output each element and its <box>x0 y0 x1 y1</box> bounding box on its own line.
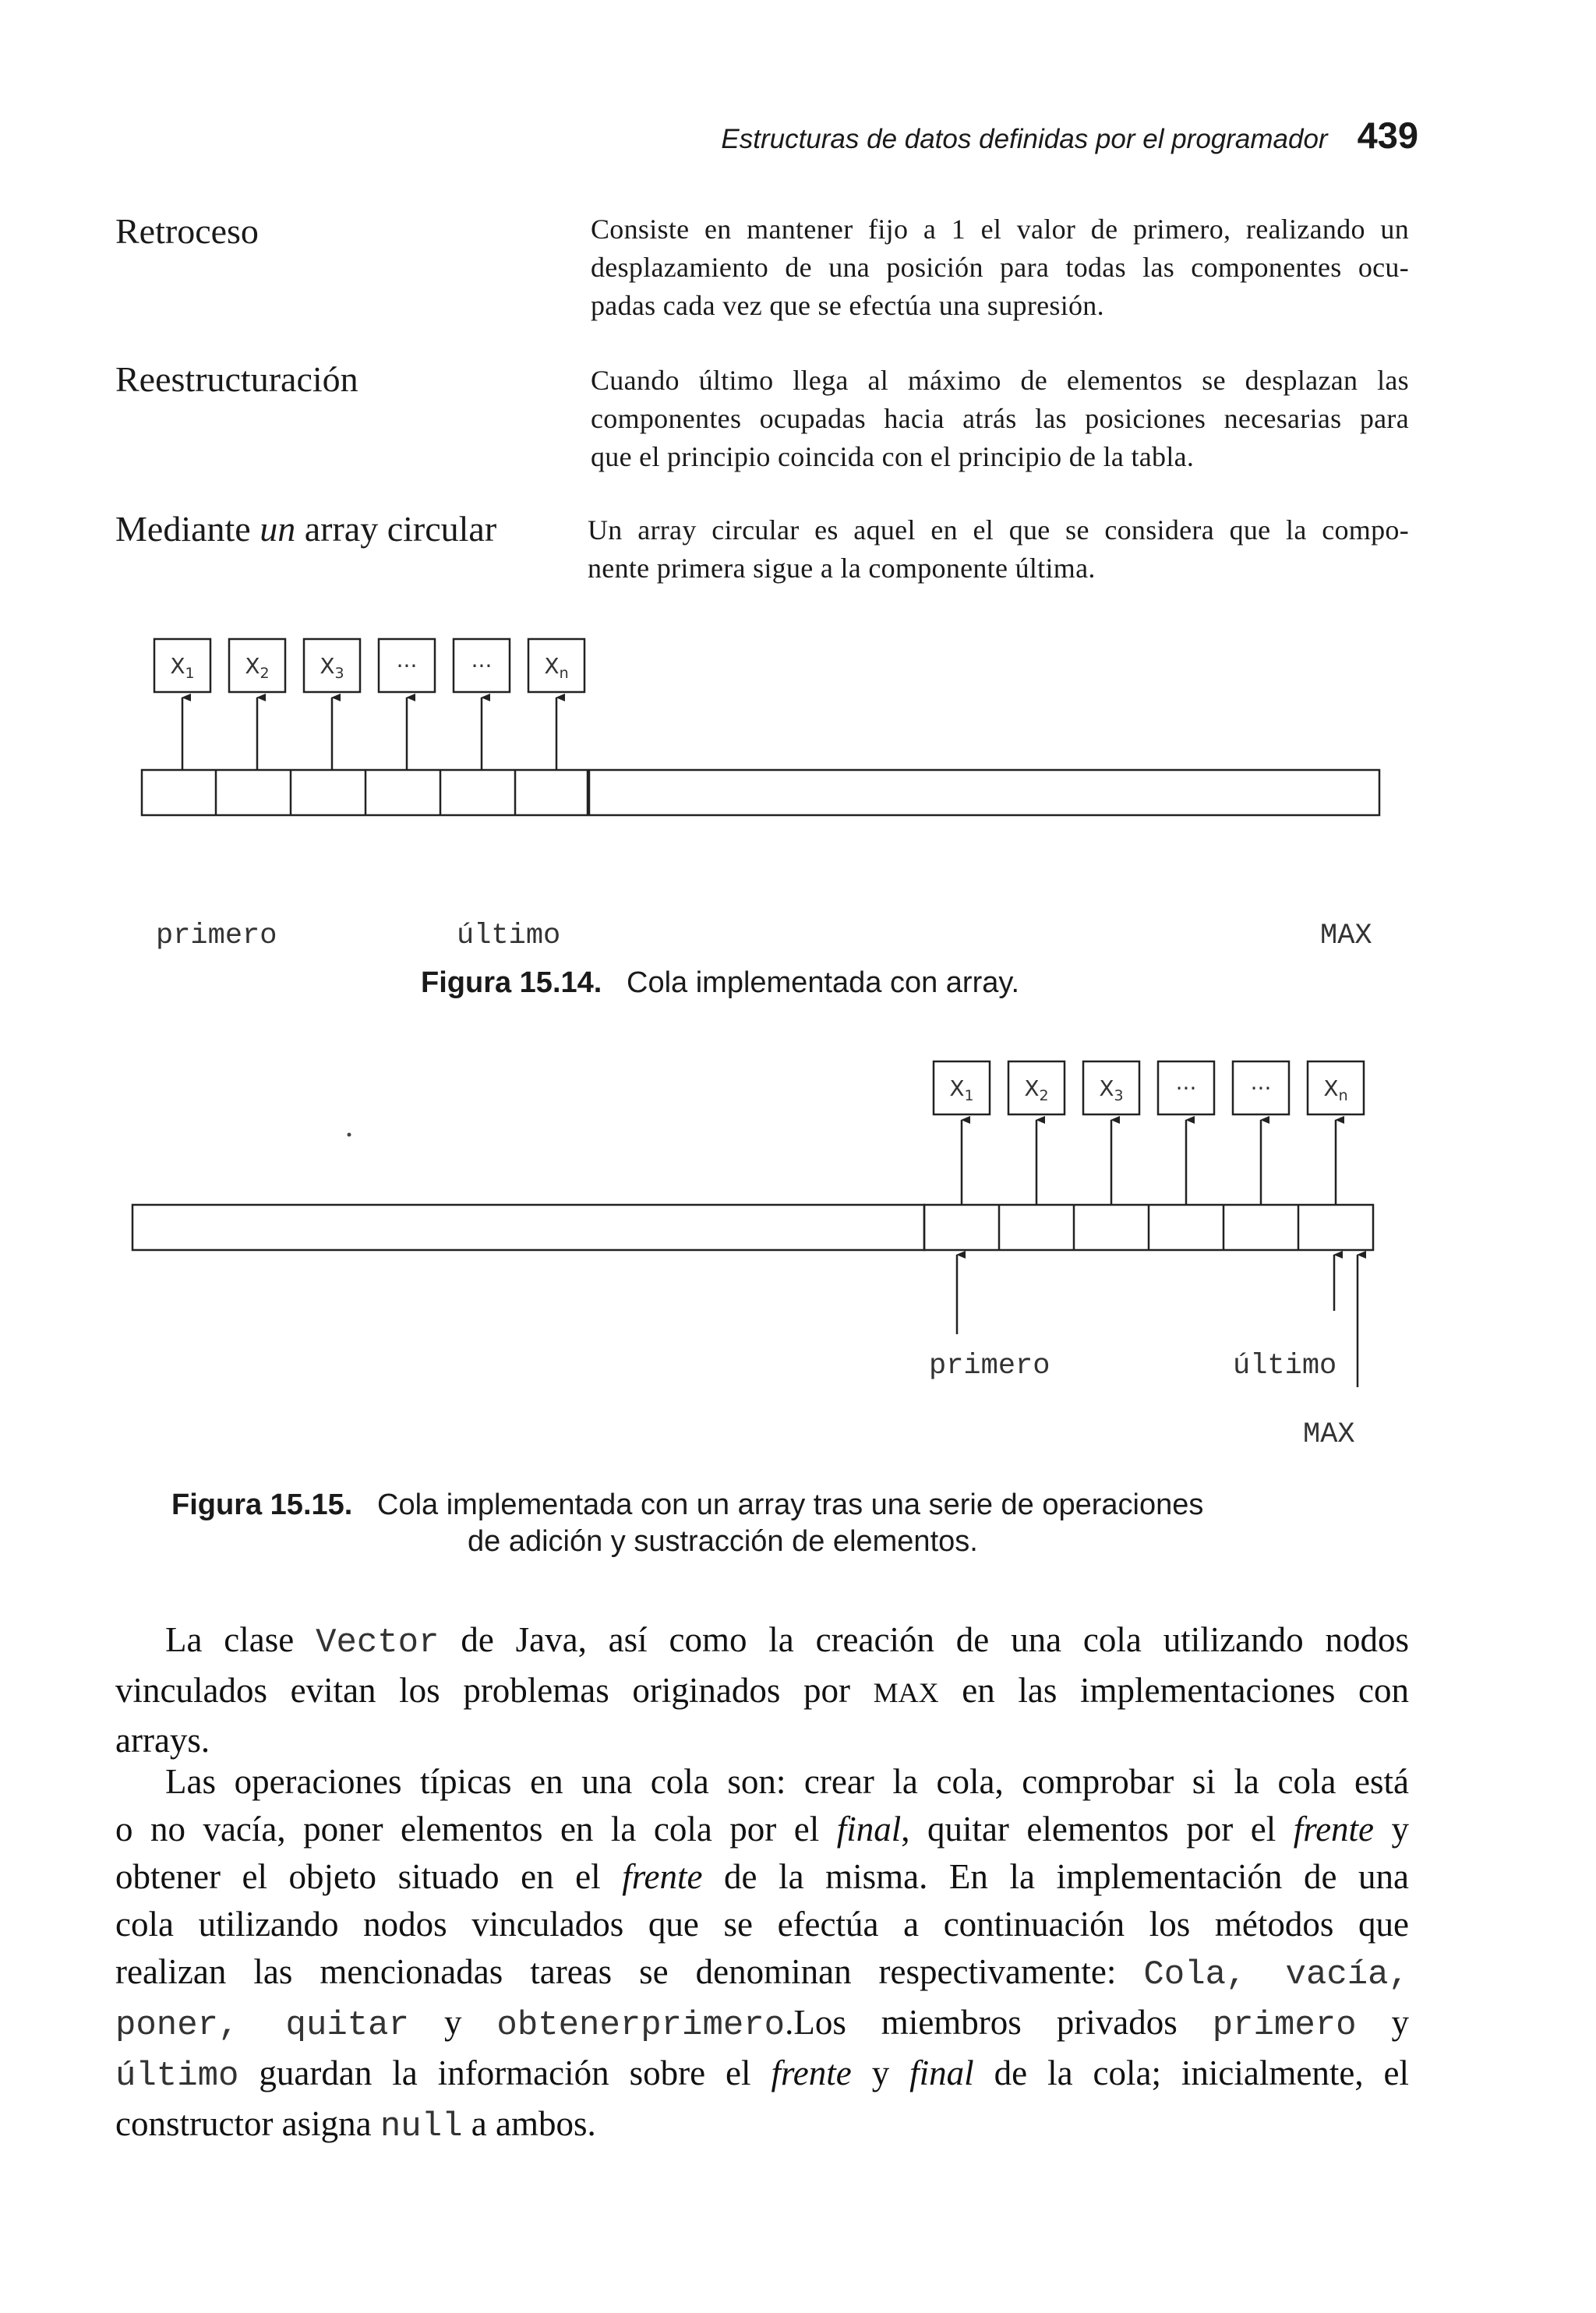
element-box-label: ··· <box>396 653 418 679</box>
element-box-label: ··· <box>1250 1075 1272 1101</box>
text-line: vinculados evitan los problemas originados por MAX en las implementaciones con <box>115 1671 1410 1710</box>
caption-line: Cola implementada con un array tras una serie de operaciones <box>377 1488 1204 1521</box>
definition-line: que el principio coincida con el principio de la tabla. <box>591 441 1195 472</box>
figure-15-15-diagram <box>0 1044 1596 1418</box>
array-free-region <box>589 770 1379 815</box>
caption-number: Figura 15.15. <box>171 1488 353 1521</box>
element-box-label: $X_n$ <box>1323 1075 1348 1104</box>
term-array-circular <box>115 510 496 549</box>
element-box-label: $X_1$ <box>170 653 195 682</box>
text-line: último guardan la información sobre el frente y final de la cola; inicialmente, el <box>115 2053 1409 2096</box>
text-line: realizan las mencionadas tareas se denominan respectivamente: Cola, vacía, <box>115 1952 1409 1994</box>
label-primero: primero <box>929 1350 1050 1383</box>
element-box-label: $X_3$ <box>320 653 344 682</box>
header-title: Estructuras de datos definidas por el programador <box>721 124 1328 154</box>
element-box-label: $X_2$ <box>1024 1075 1049 1104</box>
figure-15-14-caption <box>421 966 1019 1000</box>
element-box-label: ··· <box>1175 1075 1197 1101</box>
figure-15-15-caption <box>171 1488 1434 1559</box>
definition-line: Consiste en mantener fijo a 1 el valor de primero, realizando un <box>591 214 1409 245</box>
caption-text: Cola implementada con array. <box>627 966 1020 999</box>
caption-line: de adición y sustracción de elementos. <box>468 1525 978 1558</box>
term-suffix: array circular <box>295 509 497 549</box>
definition-array-circular <box>588 511 1409 588</box>
term-reestructuracion: Reestructuración <box>115 359 358 399</box>
definition-retroceso <box>591 210 1409 325</box>
element-box-label: $X_n$ <box>544 653 569 682</box>
definition-line: Cuando último llega al máximo de elementos se desplazan las <box>591 365 1409 396</box>
element-box-label: $X_2$ <box>245 653 270 682</box>
text-line: Las operaciones típicas en una cola son: crear la cola, comprobar si la cola está <box>165 1762 1409 1801</box>
element-box-label: $X_1$ <box>949 1075 974 1104</box>
term-italic: un <box>260 509 296 549</box>
label-max: MAX <box>1303 1418 1355 1451</box>
label-max: MAX <box>1320 920 1372 952</box>
paragraph-operaciones <box>115 1758 1409 2151</box>
definition-line: padas cada vez que se efectúa una supresión. <box>591 290 1104 321</box>
array-free-region <box>132 1205 924 1250</box>
text-line: cola utilizando nodos vinculados que se efectúa a continuación los métodos que <box>115 1905 1409 1944</box>
text-line: arrays. <box>115 1721 210 1760</box>
definition-reestructuracion <box>591 362 1409 476</box>
figure-15-14-diagram <box>0 623 1596 873</box>
text-line: o no vacía, poner elementos en la cola por el final, quitar elementos por el frente y <box>115 1810 1409 1849</box>
page-number: 439 <box>1357 115 1418 156</box>
running-header <box>468 114 1418 157</box>
text-line: constructor asigna null a ambos. <box>115 2104 596 2146</box>
definition-line: componentes ocupadas hacia atrás las posiciones necesarias para <box>591 403 1409 434</box>
paragraph-vector <box>115 1616 1409 1764</box>
label-primero: primero <box>156 920 277 952</box>
element-box-label: ··· <box>471 653 493 679</box>
text-line: La clase Vector de Java, así como la creación de una cola utilizando nodos <box>165 1620 1409 1662</box>
label-ultimo: último <box>1233 1350 1337 1383</box>
text-line: obtener el objeto situado en el frente de la misma. En la implementación de una <box>115 1857 1409 1896</box>
term-prefix: Mediante <box>115 509 260 549</box>
text-line: poner, quitar y obtenerprimero.Los miembros privados primero y <box>115 2003 1410 2045</box>
definition-line: desplazamiento de una posición para todas las componentes ocu- <box>591 252 1409 283</box>
definition-line: Un array circular es aquel en el que se considera que la compo- <box>588 514 1409 546</box>
definition-line: nente primera sigue a la componente última. <box>588 553 1096 584</box>
caption-number: Figura 15.14. <box>421 966 602 999</box>
label-ultimo: último <box>457 920 561 952</box>
term-retroceso: Retroceso <box>115 211 259 251</box>
element-box-label: $X_3$ <box>1099 1075 1124 1104</box>
